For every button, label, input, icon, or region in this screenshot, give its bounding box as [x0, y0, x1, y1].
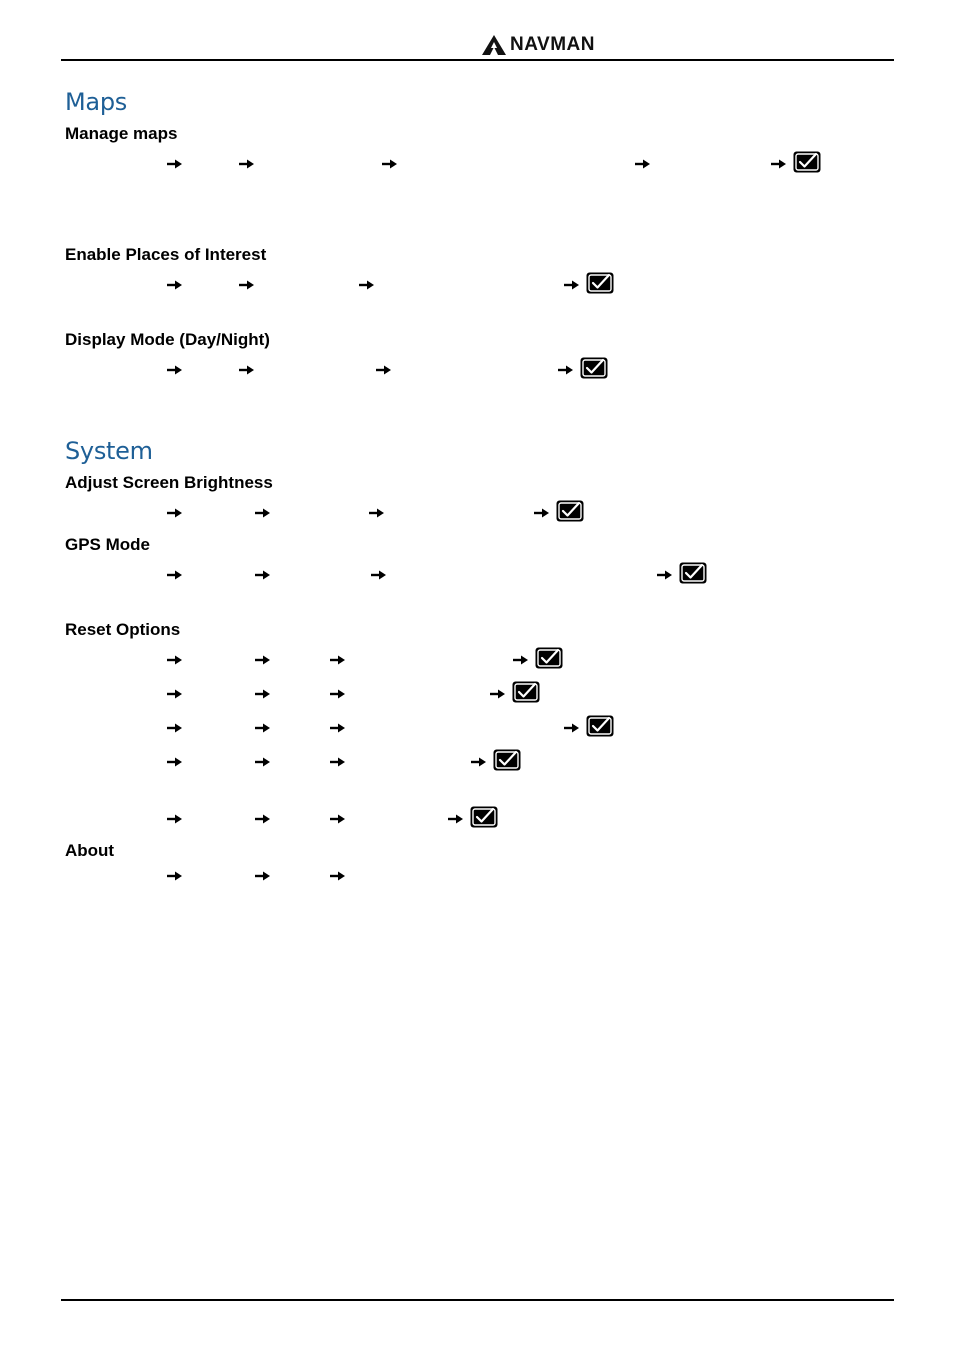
arrow-right-icon: [166, 756, 184, 768]
arrow-right-icon: [512, 654, 530, 666]
checkbox-checked-icon: [535, 647, 563, 669]
subheading-gps-mode: GPS Mode: [65, 535, 151, 554]
arrow-right-icon: [329, 722, 347, 734]
arrow-right-icon: [166, 870, 184, 882]
arrow-right-icon: [166, 158, 184, 170]
arrow-right-icon: [358, 279, 376, 291]
navman-logo-icon: [481, 34, 507, 56]
arrow-right-icon: [533, 507, 551, 519]
arrow-right-icon: [166, 688, 184, 700]
arrow-right-icon: [656, 569, 674, 581]
arrow-right-icon: [166, 507, 184, 519]
checkbox-checked-icon: [586, 272, 614, 294]
arrow-right-icon: [557, 364, 575, 376]
brand-name: NAVMAN: [510, 34, 595, 55]
section-title-system: System: [65, 437, 153, 465]
page-header: [61, 0, 894, 60]
arrow-right-icon: [329, 870, 347, 882]
checkbox-checked-icon: [586, 715, 614, 737]
section-title-maps: Maps: [65, 88, 127, 116]
subheading-reset-options: Reset Options: [65, 620, 181, 639]
arrow-right-icon: [370, 569, 388, 581]
arrow-right-icon: [254, 756, 272, 768]
checkbox-checked-icon: [493, 749, 521, 771]
arrow-right-icon: [368, 507, 386, 519]
header-rule: [61, 59, 894, 61]
arrow-right-icon: [254, 688, 272, 700]
arrow-right-icon: [254, 654, 272, 666]
arrow-right-icon: [563, 279, 581, 291]
subheading-manage-maps: Manage maps: [65, 124, 178, 143]
arrow-right-icon: [375, 364, 393, 376]
arrow-right-icon: [634, 158, 652, 170]
arrow-right-icon: [166, 569, 184, 581]
checkbox-checked-icon: [679, 562, 707, 584]
arrow-right-icon: [166, 279, 184, 291]
arrow-right-icon: [563, 722, 581, 734]
arrow-right-icon: [770, 158, 788, 170]
brand-logo: [481, 33, 595, 57]
subheading-adjust-brightness: Adjust Screen Brightness: [65, 473, 273, 492]
arrow-right-icon: [254, 569, 272, 581]
checkbox-checked-icon: [470, 806, 498, 828]
arrow-right-icon: [489, 688, 507, 700]
checkbox-checked-icon: [512, 681, 540, 703]
arrow-right-icon: [238, 279, 256, 291]
arrow-right-icon: [470, 756, 488, 768]
checkbox-checked-icon: [556, 500, 584, 522]
checkbox-checked-icon: [793, 151, 821, 173]
arrow-right-icon: [329, 813, 347, 825]
arrow-right-icon: [166, 722, 184, 734]
arrow-right-icon: [166, 654, 184, 666]
subheading-enable-poi: Enable Places of Interest: [65, 245, 267, 264]
arrow-right-icon: [447, 813, 465, 825]
checkbox-checked-icon: [580, 357, 608, 379]
arrow-right-icon: [166, 364, 184, 376]
arrow-right-icon: [254, 507, 272, 519]
arrow-right-icon: [329, 654, 347, 666]
arrow-right-icon: [254, 870, 272, 882]
arrow-right-icon: [238, 364, 256, 376]
arrow-right-icon: [329, 688, 347, 700]
arrow-right-icon: [254, 722, 272, 734]
arrow-right-icon: [166, 813, 184, 825]
arrow-right-icon: [381, 158, 399, 170]
arrow-right-icon: [254, 813, 272, 825]
subheading-about: About: [65, 841, 115, 860]
footer-rule: [61, 1299, 894, 1301]
subheading-display-mode: Display Mode (Day/Night): [65, 330, 270, 349]
arrow-right-icon: [238, 158, 256, 170]
arrow-right-icon: [329, 756, 347, 768]
